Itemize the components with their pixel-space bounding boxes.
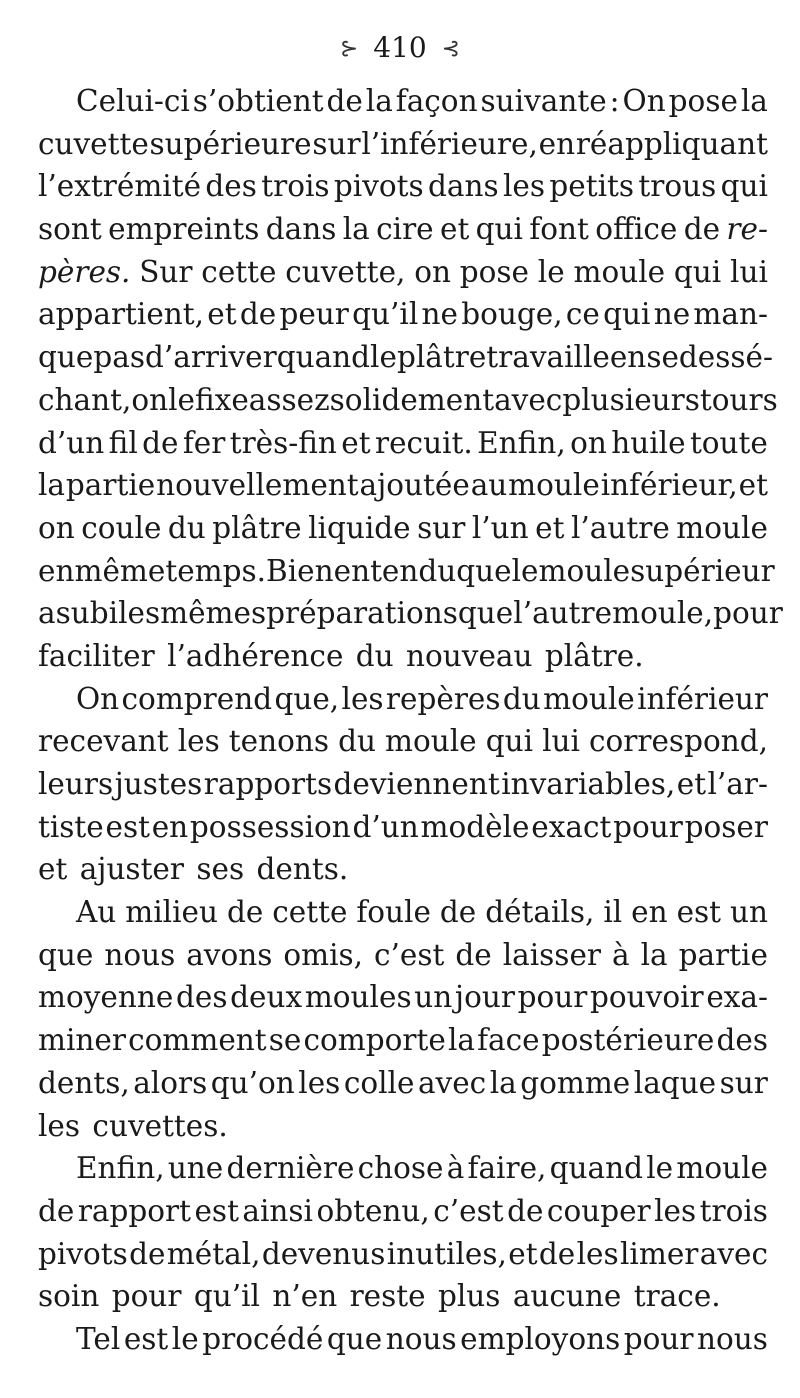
word: l’autre — [513, 596, 613, 631]
word: que — [457, 596, 514, 631]
text-line — [38, 934, 768, 977]
word: foule — [356, 895, 431, 930]
text-line — [38, 251, 768, 294]
word: : — [609, 84, 620, 118]
word: l’inférieure, — [361, 126, 538, 161]
word: sont — [38, 212, 102, 247]
text-line — [38, 293, 768, 336]
word: inutiles, — [386, 1236, 507, 1271]
word: les — [654, 1193, 697, 1228]
word: invariables, — [501, 767, 676, 801]
word: cuvette, — [285, 254, 406, 289]
word: huile — [611, 425, 686, 460]
word: d’arriver — [144, 340, 277, 375]
word: que, — [274, 681, 340, 716]
word: on — [131, 382, 169, 417]
text-line — [38, 1275, 768, 1318]
word: trace. — [633, 1279, 721, 1314]
word: que — [326, 1321, 383, 1356]
word: leurs — [38, 767, 114, 801]
word: du — [355, 638, 394, 673]
word: n’en — [272, 1279, 338, 1314]
text-line — [38, 550, 775, 593]
word: trois — [261, 169, 330, 204]
word: jour — [454, 980, 515, 1015]
text-line — [38, 848, 768, 891]
word: de — [507, 1193, 544, 1228]
word: obtenu, — [316, 1193, 430, 1228]
word: de — [129, 1236, 166, 1271]
word: de — [439, 895, 477, 930]
word: bouge, — [461, 297, 563, 332]
word: plâtre. — [544, 638, 644, 673]
word: lui — [542, 724, 580, 759]
word: pivots — [38, 1236, 128, 1271]
text-line — [38, 806, 768, 849]
word: inférieur — [637, 681, 768, 716]
word: couper — [546, 1193, 651, 1228]
word: en — [151, 809, 189, 844]
word: supérieure — [149, 126, 312, 161]
word: reste — [349, 1279, 426, 1314]
word: de — [226, 895, 264, 930]
word: du — [502, 681, 541, 716]
word: comporte — [303, 1023, 446, 1058]
word: toute — [689, 425, 768, 460]
word: moule — [676, 1151, 768, 1186]
word: les — [503, 169, 546, 204]
word: de — [326, 84, 363, 118]
word: pose — [668, 84, 738, 118]
word: ajuster — [79, 852, 184, 887]
word: un — [414, 980, 453, 1015]
word: en — [631, 895, 668, 930]
word: moule — [676, 510, 768, 545]
word: des — [716, 1023, 768, 1058]
word: pose — [459, 254, 530, 289]
word: la — [740, 84, 768, 118]
word: procédé — [202, 1321, 324, 1356]
word: de — [142, 425, 179, 460]
word: pas — [93, 340, 145, 375]
word: milieu — [125, 895, 219, 930]
word: moule — [508, 468, 600, 503]
word: plâtre — [396, 340, 487, 375]
word: le — [537, 254, 565, 289]
text-line — [38, 592, 783, 635]
word: a — [38, 596, 56, 631]
word: cire — [376, 212, 434, 247]
word: exact — [531, 809, 612, 844]
word: laisser — [502, 937, 601, 972]
word: la — [38, 468, 66, 503]
word: chose — [357, 1151, 444, 1186]
word: assez — [248, 382, 330, 417]
word: quand — [276, 340, 371, 375]
word: plâtre — [212, 510, 302, 545]
word: la — [489, 1065, 517, 1100]
word: miner — [38, 1023, 126, 1058]
word: et — [738, 468, 768, 503]
word: moule, — [612, 596, 714, 631]
word: repères — [385, 681, 501, 716]
word: et — [207, 297, 237, 332]
text-line — [38, 1019, 768, 1062]
word: un — [729, 895, 768, 930]
word: préparations — [266, 596, 458, 631]
left-ornament-icon: ⊱ — [339, 36, 359, 62]
word: l’extrémité — [38, 169, 202, 204]
word: peur — [279, 297, 349, 332]
word: du — [338, 724, 376, 759]
word: tours — [699, 382, 778, 417]
word: les — [38, 1108, 81, 1143]
word: postérieure — [541, 1023, 715, 1058]
word: fil — [108, 425, 138, 460]
text-line — [38, 763, 768, 806]
word: ce — [565, 297, 600, 332]
word: qu’il — [352, 297, 419, 332]
word: moules — [304, 980, 412, 1015]
word: coule — [81, 510, 162, 545]
text-line — [38, 208, 768, 251]
word: quand — [549, 1151, 644, 1186]
text-line — [38, 1190, 768, 1233]
word: moyenne — [38, 980, 174, 1015]
word: pouvoir — [590, 980, 704, 1015]
word: et — [508, 1236, 538, 1271]
word: omis, — [283, 937, 364, 972]
word: de — [38, 1193, 75, 1228]
word: l’ar- — [707, 767, 768, 801]
text-line — [38, 1062, 768, 1105]
text-line — [38, 379, 778, 422]
text-line — [38, 678, 768, 721]
word: cette — [201, 254, 277, 289]
word: les — [298, 1065, 341, 1100]
word: l’un — [471, 510, 529, 545]
text-line — [38, 1147, 768, 1190]
word: détails, — [485, 895, 595, 930]
word: dessé- — [678, 340, 773, 375]
word: recevant — [38, 724, 169, 759]
word: et — [38, 852, 68, 887]
word: dernière — [226, 1151, 355, 1186]
word: la — [447, 1023, 475, 1058]
word: qu’il — [193, 1279, 260, 1314]
word: possession — [189, 809, 351, 844]
word: nous — [104, 937, 176, 972]
word: cuvettes. — [92, 1108, 228, 1143]
word: plus — [437, 1279, 501, 1314]
word: rapports — [203, 767, 333, 801]
word: nouveau — [406, 638, 533, 673]
word: gomme — [520, 1065, 631, 1100]
word: à — [446, 1151, 465, 1186]
word: est — [194, 1193, 239, 1228]
text-line — [38, 1233, 768, 1276]
word: employons — [460, 1321, 621, 1356]
word: partie — [678, 937, 768, 972]
text-line — [38, 635, 768, 678]
word: ajoutée — [359, 468, 470, 503]
text-line — [38, 165, 768, 208]
word: dans — [265, 212, 337, 247]
word: façon — [395, 84, 478, 118]
text-line — [38, 1318, 768, 1361]
word: Enfin, — [477, 425, 566, 460]
word: moule — [385, 724, 477, 759]
word: temps. — [165, 553, 267, 588]
word: cuvette — [38, 126, 149, 161]
word: le — [646, 1151, 674, 1186]
right-ornament-icon: ⊰ — [441, 36, 461, 62]
word: Sur — [139, 254, 193, 289]
text-line — [38, 976, 768, 1019]
word: du — [167, 510, 206, 545]
body-text — [38, 80, 783, 1361]
word: plusieurs — [562, 382, 700, 417]
word: les — [177, 724, 220, 759]
word: est — [105, 809, 150, 844]
word: c’est — [374, 937, 445, 972]
word: en — [38, 553, 75, 588]
page-header — [0, 28, 800, 70]
word: Tel — [76, 1321, 121, 1356]
word: que — [38, 340, 94, 375]
word: liquide — [308, 510, 411, 545]
word: sur — [312, 126, 361, 161]
text-line — [38, 123, 768, 166]
word: man- — [693, 297, 768, 332]
text-line — [38, 464, 768, 507]
word: dents, — [38, 1065, 130, 1100]
word: travaille — [486, 340, 610, 375]
word: il — [603, 895, 623, 930]
word: la — [365, 84, 393, 118]
word: sur — [719, 1065, 768, 1100]
word: rapport — [77, 1193, 191, 1228]
word: moule — [573, 254, 666, 289]
page-number: 410 — [373, 31, 427, 64]
word: qu’on — [210, 1065, 295, 1100]
word: nous — [385, 1321, 457, 1356]
word: tenons — [228, 724, 330, 759]
word: On — [622, 84, 666, 118]
word: les — [341, 681, 384, 716]
word: correspond, — [588, 724, 768, 759]
word: se — [268, 1023, 302, 1058]
word: cette — [272, 895, 348, 930]
word: devenus — [261, 1236, 386, 1271]
word: pour — [623, 1321, 694, 1356]
word: et — [535, 510, 565, 545]
word: limer — [620, 1236, 699, 1271]
word: poser — [684, 809, 768, 844]
word: s’obtient — [192, 84, 324, 118]
word: Au — [76, 895, 117, 930]
word: la — [342, 212, 370, 247]
word: pivots — [333, 169, 424, 204]
word: une — [167, 1151, 224, 1186]
word: petits — [549, 169, 635, 204]
word: que — [38, 937, 94, 972]
word: ne — [421, 297, 459, 332]
word: dans — [428, 169, 499, 204]
word: face — [477, 1023, 540, 1058]
word: en — [538, 126, 576, 161]
word: pour — [613, 809, 683, 844]
word: les — [576, 1236, 619, 1271]
word: solidement — [329, 382, 495, 417]
word: on — [38, 510, 75, 545]
word: office — [595, 212, 678, 247]
word: trois — [699, 1193, 768, 1228]
word: entendu — [333, 553, 457, 588]
word: qui — [720, 169, 768, 204]
word: que — [456, 553, 512, 588]
word: de — [538, 1236, 576, 1271]
word: deux — [230, 980, 303, 1015]
word: le — [370, 340, 397, 375]
text-line — [38, 80, 768, 123]
word: réappliquant — [575, 126, 768, 161]
word: est — [123, 1321, 169, 1356]
word: et — [439, 212, 470, 247]
word: colle — [343, 1065, 415, 1100]
word: On — [76, 681, 120, 716]
text-line — [38, 1105, 768, 1148]
word: aucune — [512, 1279, 622, 1314]
word: pères. — [38, 254, 131, 289]
word: on — [414, 254, 451, 289]
word: suivante — [480, 84, 607, 118]
word: avons — [186, 937, 273, 972]
word: font — [529, 212, 589, 247]
word: le — [168, 382, 196, 417]
word: comprend — [121, 681, 273, 716]
word: au — [470, 468, 508, 503]
word: moule — [538, 553, 631, 588]
word: d’un — [352, 809, 419, 844]
word: empreints — [108, 212, 260, 247]
word: de — [455, 937, 492, 972]
word: le — [511, 553, 539, 588]
word: Bien — [266, 553, 334, 588]
word: lui — [730, 254, 768, 289]
text-line — [38, 336, 773, 379]
word: et — [676, 767, 707, 801]
text-line — [38, 507, 768, 550]
word: alors — [133, 1065, 208, 1100]
word: fixe — [195, 382, 249, 417]
word: le — [171, 1321, 199, 1356]
word: faire, — [467, 1151, 547, 1186]
word: métal, — [166, 1236, 261, 1271]
text-line — [38, 720, 768, 763]
word: inférieur, — [600, 468, 738, 503]
text-line — [38, 891, 768, 934]
word: des — [176, 980, 228, 1015]
word: de — [683, 212, 721, 247]
word: subi — [55, 596, 119, 631]
word: comment — [128, 1023, 267, 1058]
word: avec — [699, 1236, 768, 1271]
word: même — [74, 553, 166, 588]
word: c’est — [433, 1193, 504, 1228]
word: exa- — [706, 980, 768, 1015]
word: d’un — [38, 425, 105, 460]
word: modèle — [420, 809, 530, 844]
word: en — [609, 340, 647, 375]
word: chant, — [38, 382, 132, 417]
text-line — [38, 422, 768, 465]
word: partie — [65, 468, 156, 503]
word: deviennent — [333, 767, 500, 801]
word: sur — [417, 510, 466, 545]
word: ne — [653, 297, 691, 332]
word: recuit. — [375, 425, 473, 460]
word: ainsi — [242, 1193, 313, 1228]
word: à — [611, 937, 630, 972]
word: qui — [475, 212, 523, 247]
word: laque — [633, 1065, 717, 1100]
word: Enfin, — [76, 1151, 165, 1186]
word: de — [239, 297, 277, 332]
word: on — [570, 425, 607, 460]
word: très-fin — [229, 425, 337, 460]
word: pour — [517, 980, 588, 1015]
word: pour — [713, 596, 783, 631]
word: justes — [114, 767, 203, 801]
word: mêmes — [160, 596, 267, 631]
word: re- — [726, 212, 768, 247]
word: qui — [485, 724, 534, 759]
word: supérieur — [630, 553, 775, 588]
word: nouvellement — [156, 468, 359, 503]
word: qui — [673, 254, 722, 289]
word: trous — [638, 169, 717, 204]
word: soin — [38, 1279, 100, 1314]
word: moule — [543, 681, 635, 716]
word: et — [341, 425, 371, 460]
word: appartient, — [38, 297, 205, 332]
word: faciliter — [38, 638, 155, 673]
word: dents. — [256, 852, 349, 887]
word: tiste — [38, 809, 104, 844]
word: se — [646, 340, 679, 375]
word: l’adhérence — [167, 638, 344, 673]
word: ses — [196, 852, 245, 887]
word: est — [676, 895, 722, 930]
word: avec — [494, 382, 563, 417]
word: la — [640, 937, 668, 972]
word: nous — [697, 1321, 768, 1356]
word: fer — [182, 425, 226, 460]
word: Celui-ci — [76, 84, 190, 118]
word: qui — [603, 297, 651, 332]
word: des — [205, 169, 257, 204]
word: les — [118, 596, 161, 631]
word: pour — [111, 1279, 182, 1314]
word: avec — [417, 1065, 487, 1100]
word: l’autre — [570, 510, 670, 545]
